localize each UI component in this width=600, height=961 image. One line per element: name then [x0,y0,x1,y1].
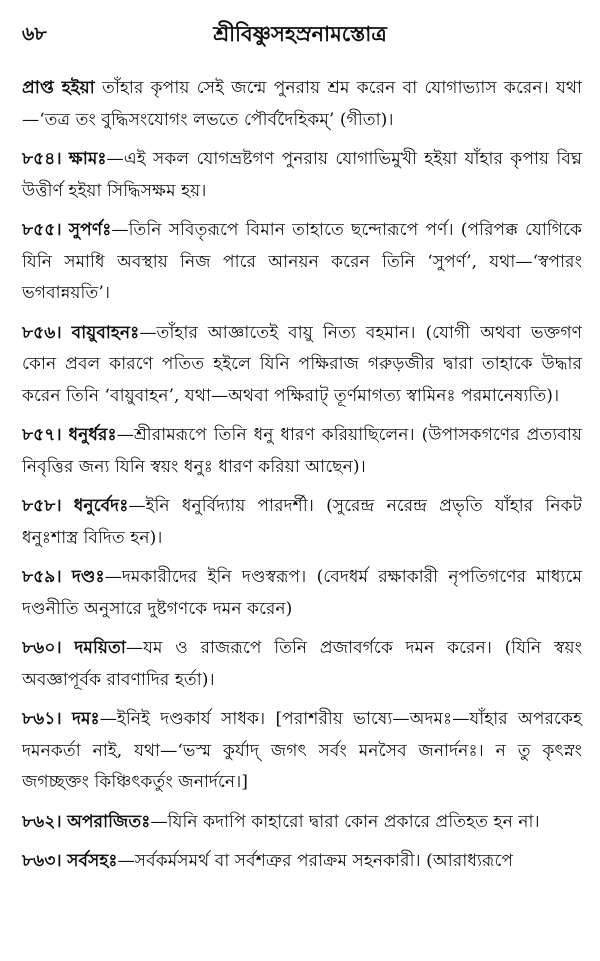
entry-861 [22,704,582,799]
entry-number: ৮৬১। [22,709,62,729]
entry-term: দণ্ডঃ [71,567,105,587]
entry-text: —যিনি কদাপি কাহারো দ্বারা কোন প্রকারে প্রতিহত হন না। [150,811,540,832]
entry-855 [22,215,582,310]
entry-860 [22,633,582,696]
entry-number: ৮৫৮। [22,496,62,516]
entry-number: ৮৬২। [22,811,62,832]
entry-number: ৮৫৭। [22,425,62,445]
entry-text: —ইনি ধনুর্বিদ্যায় পারদর্শী। (সুরেন্দ্র নরেন্দ্র প্রভৃতি যাঁহার নিকট ধনুঃশাস্ত্র বিদিত হন)। [22,496,582,548]
entry-term: ধনুর্বেদঃ [73,496,129,516]
running-title: শ্রীবিষ্ণুসহস্রনামস্তোত্র [213,21,387,46]
entry-863 [22,846,582,878]
body-text [22,73,582,886]
entry-number: ৮৫৯। [22,567,62,587]
entry-term: ক্ষামঃ [68,149,107,169]
entry-text: —দমকারীদের ইনি দণ্ডস্বরূপ। (বেদধর্ম রক্ষাকারী নৃপতিগণের মাধ্যমে দণ্ডনীতি অনুসারে দুষ্টগণকে দমন করেন) [22,567,582,619]
entry-858 [22,491,582,554]
entry-term: সর্বসহঃ [67,851,118,871]
entry-text: —তিনি সবিতৃরূপে বিমান তাহাতে ছন্দোরূপে পর্ণ। (পরিপক্ক যোগিকে যিনি সমাধি অবস্থায় নিজ পারে আনয়ন করেন তিনি ‘সুপর্ণ’, যথা—‘স্বপারং ভগবান্নয়তি’। [22,220,583,303]
page-header [22,10,578,50]
intro-text: তাঁহার কৃপায় সেই জন্মে পুনরায় শ্রম করেন বা যোগাভ্যাস করেন। যথা—‘তত্র তং বুদ্ধিসংযোগং লভতে পৌর্বদৈহিকম্’ (গীতা)। [22,78,582,130]
entry-text: —ইনিই দণ্ডকার্য সাধক। [পরাশরীয় ভাষ্যে—অদমঃ—যাঁহার অপরকেহ দমনকর্তা নাই, যথা—‘ভস্ম কুর্যাদ্ জগৎ সর্বং মনসৈব জনার্দনঃ। ন তু কৃৎস্নং জগচ্ছক্তং কিঞ্চিৎকর্তুং জনার্দনে।] [22,709,582,792]
entry-term: দময়িতা [74,638,126,658]
page-number: ৬৮ [22,23,47,45]
entry-number: ৮৫৪। [22,149,62,169]
entry-term: অপরাজিতঃ [67,811,151,832]
intro-paragraph [22,73,582,136]
entry-859 [22,562,582,625]
entry-number: ৮৬০। [22,638,62,658]
entry-text: —তাঁহার আজ্ঞাতেই বায়ু নিত্য বহমান। (যোগী অথবা ভক্তগণ কোন প্রবল কারণে পতিত হইলে যিনি পক্ষিরাজ গরুড়জীর দ্বারা তাহাকে উদ্ধার করেন তিনি ‘বায়ুবাহন’, যথা—অথবা পক্ষিরাট্ তূর্ণমাগত্য স্বামিনঃ পরমানেষ্যতি)। [22,322,582,406]
entry-text: —সর্বকর্মসমর্থ বা সর্বশত্রুর পরাক্রম সহনকারী। (আরাধ্যরূপে [117,851,514,871]
entry-term: সুপর্ণঃ [68,220,112,240]
entry-number: ৮৫৫। [22,220,62,240]
entry-854 [22,144,582,207]
entry-term: দমঃ [71,709,100,729]
entry-number: ৮৫৬। [22,322,62,343]
entry-term: বায়ুবাহনঃ [71,322,140,343]
entry-text: —যম ও রাজরূপে তিনি প্রজাবর্গকে দমন করেন। (যিনি স্বয়ং অবজ্ঞাপূর্বক রাবণাদির হর্তা)। [22,638,582,690]
intro-lead: প্রাপ্ত হইয়া [22,78,95,98]
entry-862 [22,807,582,839]
entry-text: —শ্রীরামরূপে তিনি ধনু ধারণ করিয়াছিলেন। (উপাসকগণের প্রত্যবায় নিবৃত্তির জন্য যিনি স্বয়ং ধনুঃ ধারণ করিয়া আছেন)। [22,425,582,477]
entry-856 [22,318,582,413]
entry-text: —এই সকল যোগভ্রষ্টগণ পুনরায় যোগাভিমুখী হইয়া যাঁহার কৃপায় বিঘ্ন উত্তীর্ণ হইয়া সিদ্ধিসক্ষম হয়। [22,149,582,201]
entry-857 [22,420,582,483]
entry-term: ধনুর্ধরঃ [68,425,117,445]
entry-number: ৮৬৩। [22,851,62,871]
